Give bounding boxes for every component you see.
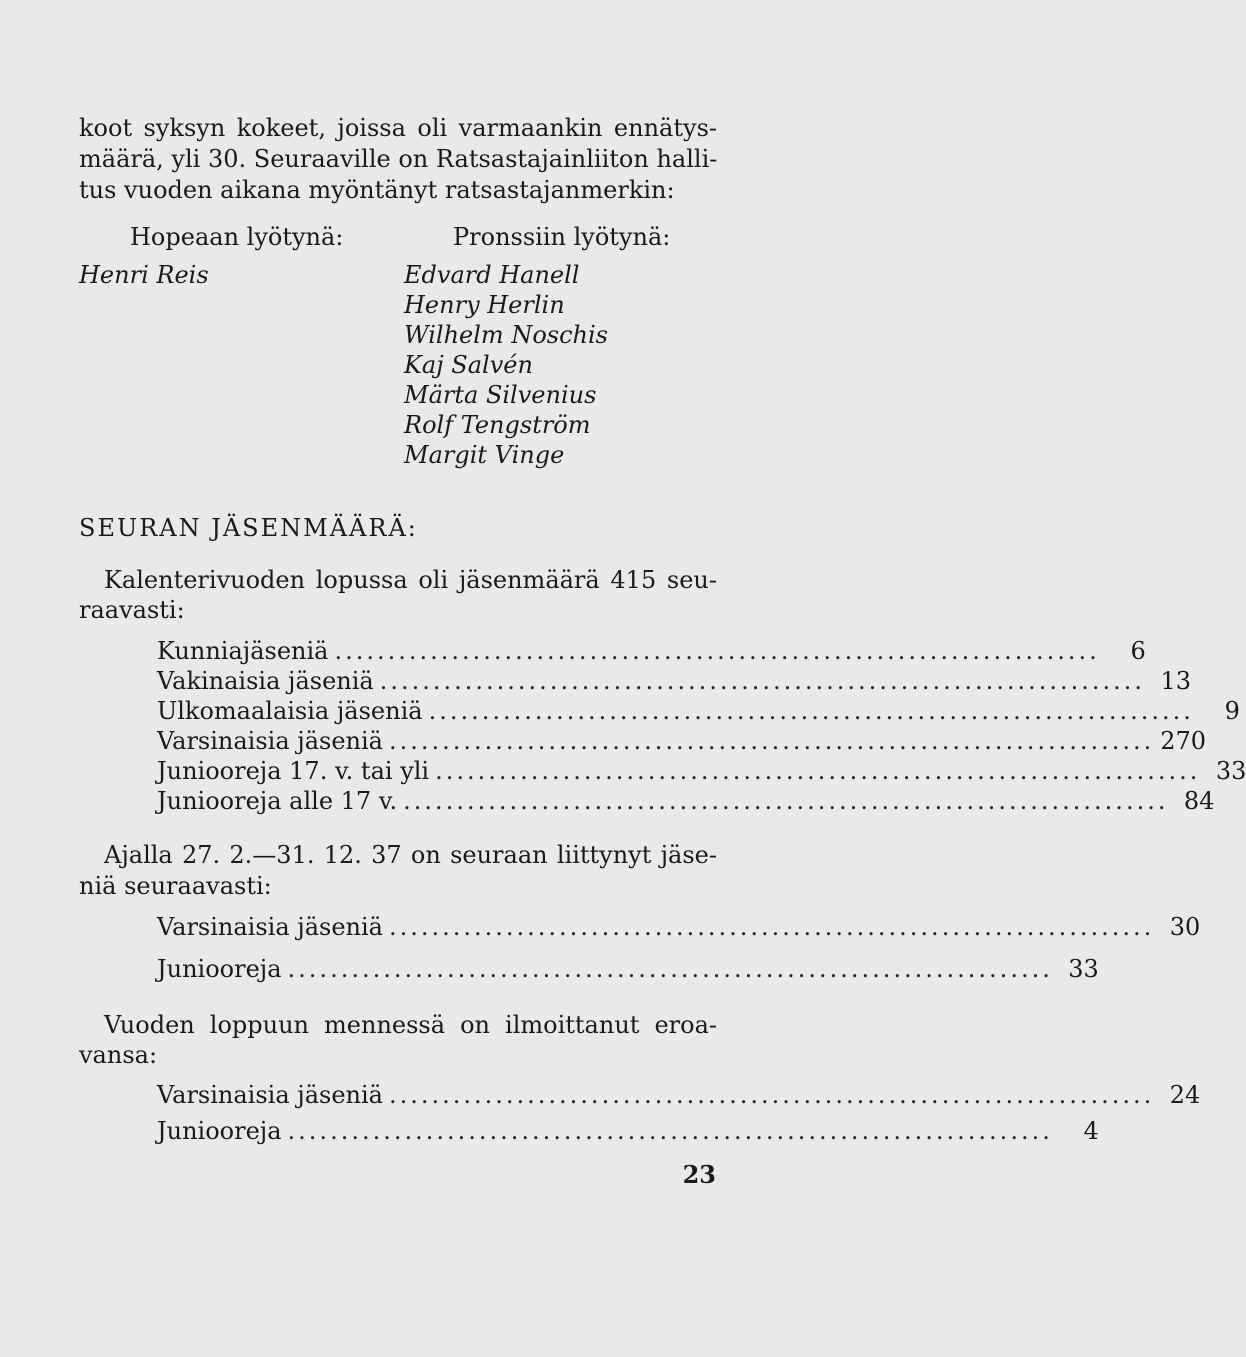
membership-row (157, 696, 1240, 726)
row-label: Varsinaisia jäseniä (157, 1081, 383, 1109)
silver-heading: Hopeaan lyötynä: (130, 223, 344, 251)
row-value: 270 (1160, 727, 1207, 755)
row-label: Varsinaisia jäseniä (157, 727, 383, 755)
row-value: 84 (1183, 787, 1215, 815)
leader-dots: ........................................................................ (428, 697, 1194, 725)
bronze-recipient: Wilhelm Noschis (404, 321, 608, 349)
resigned-row (157, 1116, 1099, 1146)
resigned-line-1: Vuoden loppuun mennessä on ilmoittanut eroa- (104, 1011, 717, 1039)
joined-row (157, 912, 1201, 942)
bronze-heading: Pronssiin lyötynä: (453, 223, 671, 251)
row-label: Juniooreja alle 17 v. (157, 787, 398, 815)
intro-line-3: tus vuoden aikana myöntänyt ratsastajanmerkin: (79, 176, 675, 204)
joined-row (157, 954, 1099, 984)
joined-line-1: Ajalla 27. 2.—31. 12. 37 on seuraan liittynyt jäse- (104, 841, 717, 869)
bronze-recipient: Henry Herlin (404, 291, 565, 319)
leader-dots: ........................................................................ (379, 667, 1146, 695)
row-label: Juniooreja (157, 1117, 282, 1145)
bronze-recipient: Rolf Tengström (404, 411, 591, 439)
row-label: Juniooreja 17. v. tai yli (157, 757, 430, 785)
silver-recipient: Henri Reis (79, 261, 209, 289)
row-label: Juniooreja (157, 955, 282, 983)
intro-line-2: määrä, yli 30. Seuraaville on Ratsastajainliiton halli- (79, 145, 718, 173)
row-value: 4 (1083, 1117, 1099, 1145)
bronze-recipient: Märta Silvenius (404, 381, 597, 409)
leader-dots: ........................................................................ (388, 1081, 1155, 1109)
joined-line-2: niä seuraavasti: (79, 872, 272, 900)
membership-intro-line-2: raavasti: (79, 596, 185, 624)
row-value: 6 (1130, 637, 1146, 665)
row-value: 24 (1169, 1081, 1201, 1109)
page-number: 23 (682, 1160, 716, 1189)
leader-dots: ........................................................................ (403, 787, 1169, 815)
leader-dots: ........................................................................ (287, 955, 1053, 983)
leader-dots: ........................................................................ (334, 637, 1100, 665)
membership-intro-line-1: Kalenterivuoden lopussa oli jäsenmäärä 415 seu- (104, 566, 717, 594)
row-label: Vakinaisia jäseniä (157, 667, 374, 695)
bronze-recipient: Edvard Hanell (404, 261, 580, 289)
row-value: 13 (1160, 667, 1192, 695)
row-label: Varsinaisia jäseniä (157, 913, 383, 941)
intro-line-1: koot syksyn kokeet, joissa oli varmaankin ennätys- (79, 114, 717, 142)
leader-dots: ........................................................................ (435, 757, 1201, 785)
membership-row (157, 786, 1215, 816)
bronze-recipient: Margit Vinge (404, 441, 565, 469)
leader-dots: ........................................................................ (388, 727, 1155, 755)
row-value: 30 (1169, 913, 1201, 941)
leader-dots: ........................................................................ (388, 913, 1155, 941)
membership-row (157, 636, 1146, 666)
resigned-row (157, 1080, 1201, 1110)
resigned-line-2: vansa: (79, 1041, 158, 1069)
row-label: Ulkomaalaisia jäseniä (157, 697, 423, 725)
membership-row (157, 666, 1192, 696)
membership-heading: SEURAN JÄSENMÄÄRÄ: (79, 514, 418, 542)
membership-row (157, 726, 1207, 756)
row-value: 33 (1215, 757, 1246, 785)
bronze-recipient: Kaj Salvén (404, 351, 533, 379)
leader-dots: ........................................................................ (287, 1117, 1053, 1145)
row-value: 33 (1068, 955, 1099, 983)
membership-row (157, 756, 1246, 786)
row-label: Kunniajäseniä (157, 637, 329, 665)
row-value: 9 (1224, 697, 1240, 725)
